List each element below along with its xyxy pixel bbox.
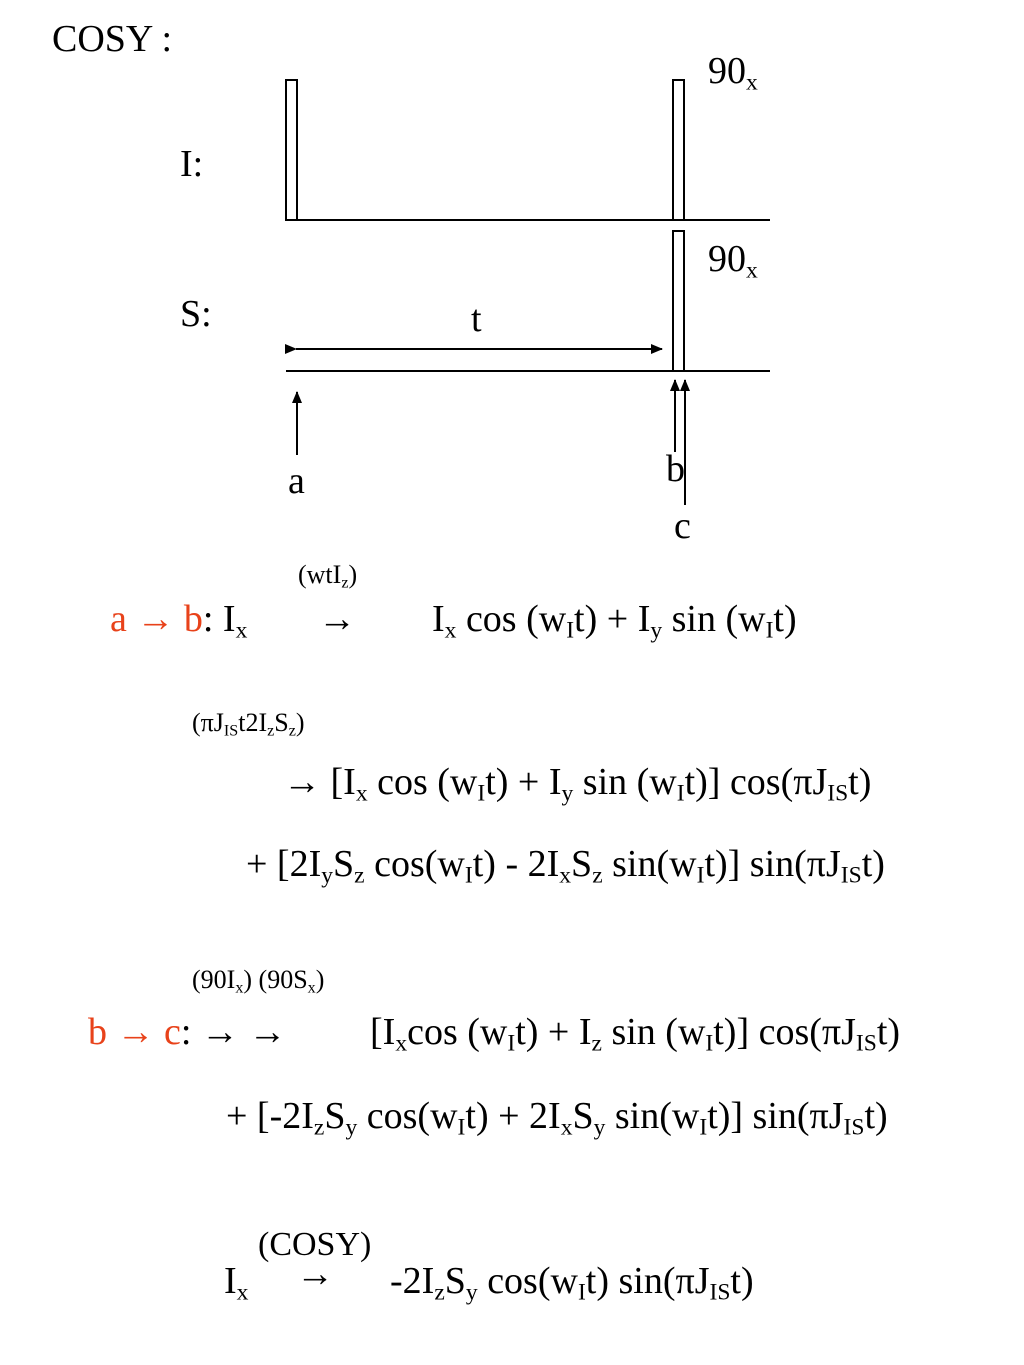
eq4-result: $-2I_zS_y$ $\cos(w_It)$ $\sin(\pi J_{IS}t)$ [390,1260,754,1306]
s-pulse [673,231,684,371]
eq3-operator: $(90I_x)$ $(90S_x)$ [192,965,325,997]
point-b-label: b [666,448,685,490]
eq1-result: $I_x$ $\cos (w_It) + I_y$ $\sin (w_It)$ [432,598,797,644]
eq1-operator: (wtI$_z$) [298,560,358,592]
eq4-lhs: $I_x$ [224,1260,249,1306]
i-second-pulse [673,80,684,220]
eq2-operator: $(\pi J_{IS}t2I_zS_z)$ [192,708,305,740]
eq3-line1: [$I_x\cos$ $(w_It) + I_z$ $\sin (w_It)$] $\cos(\pi J_{IS}t)$ [370,1011,901,1057]
eq1-transform-arrow: → [318,598,356,640]
point-a-label: a [288,460,305,502]
i-pulse-label: $90_x$ [708,50,758,96]
eq1-step-label: a → b: $I_x$ [110,598,248,644]
i-first-pulse [286,80,297,220]
eq4-arrow: → [296,1253,334,1295]
i-channel-label: I: [180,143,204,185]
s-pulse-label: $90_x$ [708,238,758,284]
eq4-operator: (COSY) [258,1226,372,1263]
eq2-line2: + [$2I_yS_z$ $\cos(w_It) - 2I_xS_z$ $\sin(w_It)$] $\sin(\pi J_{IS}t)$ [246,843,885,889]
delay-label: t [471,298,482,340]
page-title: COSY : [52,18,173,60]
point-c-label: c [674,505,691,547]
s-channel-label: S: [180,293,212,335]
eq3-step-label: b → c: → → [88,1011,287,1053]
eq2-line1: → [$I_x$ $\cos (w_It) + I_y$ $\sin (w_It)$] $\cos(\pi J_{IS}t)$ [283,761,872,807]
eq3-line2: + [$-2I_zS_y$ $\cos(w_It) + 2I_xS_y$ $\sin(w_It)$] $\sin(\pi J_{IS}t)$ [226,1095,888,1141]
